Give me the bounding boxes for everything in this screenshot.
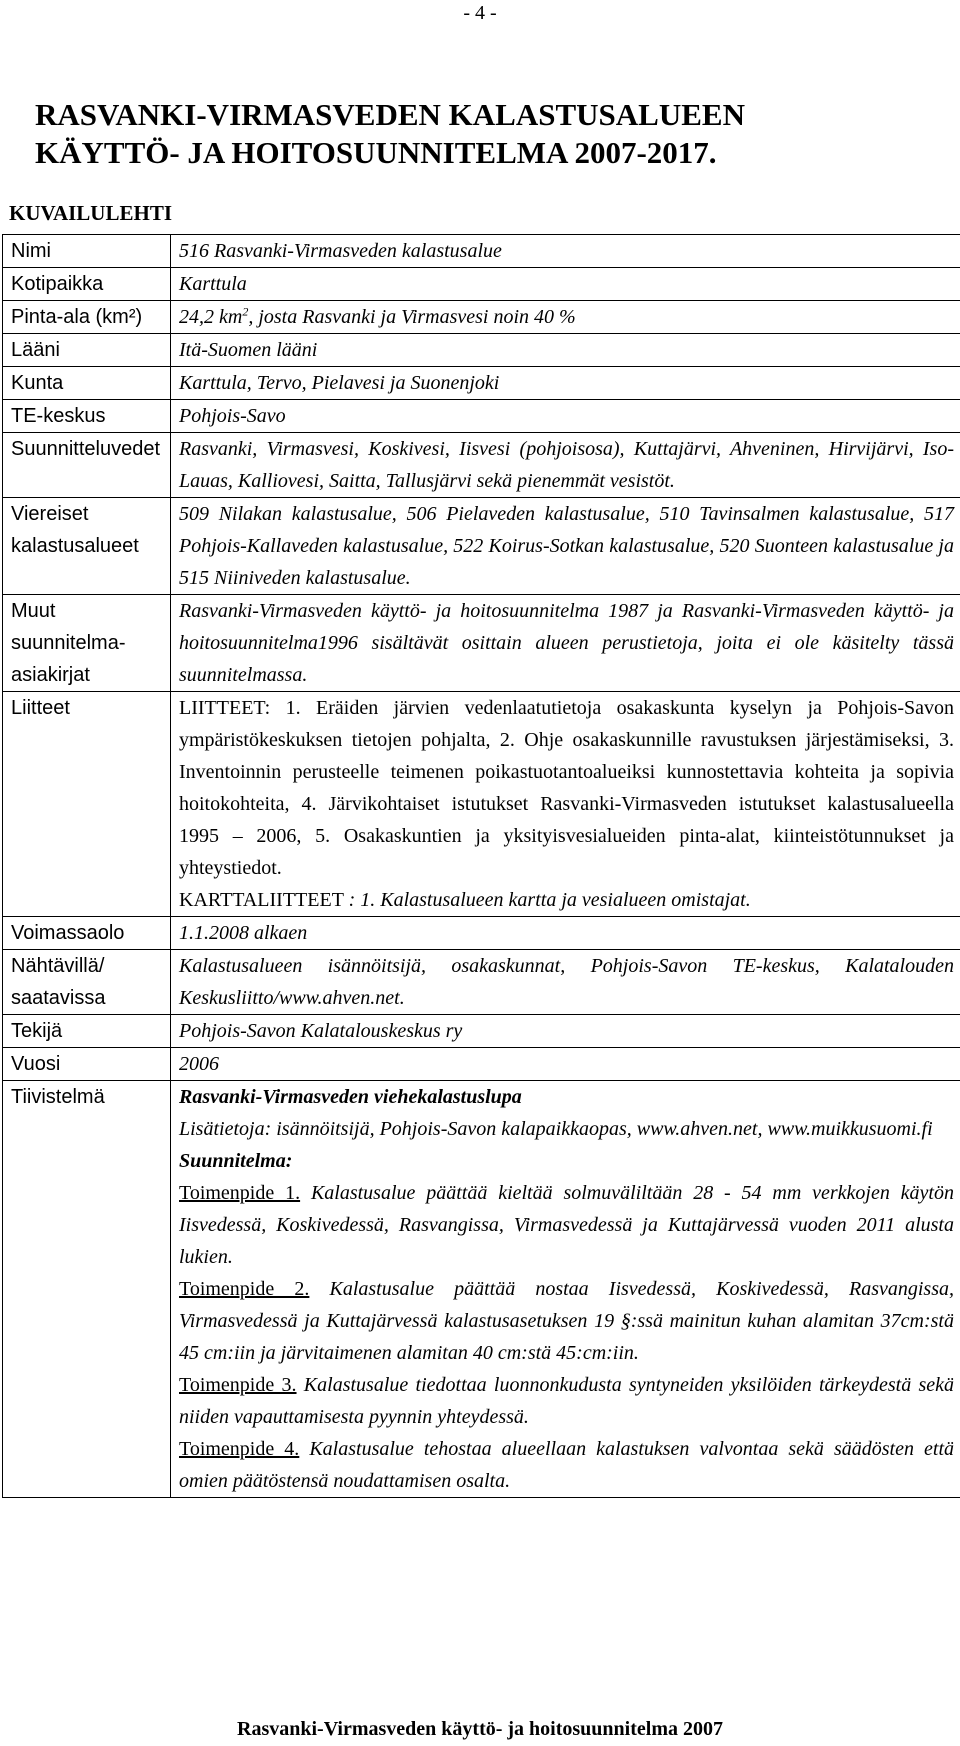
table-row bbox=[3, 595, 960, 692]
table-row bbox=[3, 433, 960, 498]
row-label: Muut suunnitelma-asiakirjat bbox=[3, 595, 171, 692]
table-row bbox=[3, 917, 960, 950]
row-value bbox=[171, 1081, 960, 1498]
attachments-text: 1. Eräiden järvien vedenlaatutietoja osakaskunta kyselyn ja Pohjois-Savon ympäristökeskuksen tietojen pohjalta, 2. Ohje osakaskunnille ravustuksen järjestämiseksi, 3. Inventoinnin perusteelle teimenen poikastuotantoalueiksi kunnostettavia kohteita ja sopivia hoitokohteita, 4. Järvikohtaiset istutukset Rasvanki-Virmasveden istutukset kalastusalueella 1995 – 2006, 5. Osakaskuntien ja yksityisvesialueiden pinta-alat, kiinteistötunnukset ja yhteystiedot. bbox=[179, 697, 954, 879]
area-value: 24,2 km bbox=[179, 306, 243, 328]
row-label: Lääni bbox=[3, 334, 171, 367]
row-value: 516 Rasvanki-Virmasveden kalastusalue bbox=[171, 235, 960, 268]
row-value bbox=[171, 301, 960, 334]
row-label: Viereiset kalastusalueet bbox=[3, 498, 171, 595]
measure-name: Toimenpide 2. bbox=[179, 1278, 310, 1300]
attachments-list bbox=[179, 692, 954, 884]
table-row bbox=[3, 400, 960, 433]
measure-name: Toimenpide 3. bbox=[179, 1374, 297, 1396]
row-label: Nähtävillä/ saatavissa bbox=[3, 950, 171, 1015]
measure-text: Kalastusalue päättää nostaa Iisvedessä, Koskivedessä, Rasvangissa, Virmasvedessä ja Kuttajärvessä kalastusasetuksen 19 §:ssä mainitun kuhan alamitan 37cm:stä 45 cm:iin ja järvitaimenen alamitan 40 cm:stä 45:cm:iin. bbox=[179, 1278, 954, 1364]
row-label: Liitteet bbox=[3, 692, 171, 917]
page-title bbox=[35, 96, 745, 172]
row-value: 2006 bbox=[171, 1048, 960, 1081]
row-value: Pohjois-Savon Kalatalouskeskus ry bbox=[171, 1015, 960, 1048]
row-value: Karttula, Tervo, Pielavesi ja Suonenjoki bbox=[171, 367, 960, 400]
table-row bbox=[3, 950, 960, 1015]
row-value: Rasvanki, Virmasvesi, Koskivesi, Iisvesi (pohjoisosa), Kuttajärvi, Ahveninen, Hirvijärvi, Iso-Lauas, Kalliovesi, Saitta, Tallusjärvi sekä pienemmät vesistöt. bbox=[171, 433, 960, 498]
row-label: Voimassaolo bbox=[3, 917, 171, 950]
summary-heading: Rasvanki-Virmasveden viehekalastuslupa bbox=[179, 1086, 522, 1108]
row-value: Kalastusalueen isännöitsijä, osakaskunnat, Pohjois-Savon TE-keskus, Kalatalouden Keskusliitto/www.ahven.net. bbox=[171, 950, 960, 1015]
title-line-2: KÄYTTÖ- JA HOITOSUUNNITELMA 2007-2017. bbox=[35, 135, 717, 170]
attachments-prefix: LIITTEET: bbox=[179, 697, 286, 719]
page-number: - 4 - bbox=[463, 2, 497, 24]
table-row bbox=[3, 367, 960, 400]
map-attachments-prefix: KARTTALIITTEET bbox=[179, 889, 349, 911]
map-attachments-text: : 1. Kalastusalueen kartta ja vesialueen omistajat. bbox=[348, 889, 751, 911]
table-row bbox=[3, 1015, 960, 1048]
row-label: Vuosi bbox=[3, 1048, 171, 1081]
measure-item bbox=[179, 1433, 954, 1497]
measure-item bbox=[179, 1273, 954, 1369]
measure-item bbox=[179, 1369, 954, 1433]
table-row bbox=[3, 1081, 960, 1498]
map-attachments bbox=[179, 884, 954, 916]
row-label: TE-keskus bbox=[3, 400, 171, 433]
plan-heading: Suunnitelma: bbox=[179, 1150, 293, 1172]
row-value: Itä-Suomen lääni bbox=[171, 334, 960, 367]
table-row bbox=[3, 498, 960, 595]
row-value: Rasvanki-Virmasveden käyttö- ja hoitosuunnitelma 1987 ja Rasvanki-Virmasveden käyttö- ja hoitosuunnitelma1996 sisältävät osittain alueen perustietoja, joita ei ole käsitelty tässä suunnitelmassa. bbox=[171, 595, 960, 692]
summary-info: Lisätietoja: isännöitsijä, Pohjois-Savon kalapaikkaopas, www.ahven.net, www.muikkusuomi.fi bbox=[179, 1118, 933, 1140]
section-heading: KUVAILULEHTI bbox=[9, 201, 172, 225]
row-value: Pohjois-Savo bbox=[171, 400, 960, 433]
table-row bbox=[3, 301, 960, 334]
row-value bbox=[171, 692, 960, 917]
row-label: Pinta-ala (km²) bbox=[3, 301, 171, 334]
table-row bbox=[3, 268, 960, 301]
row-label: Suunnitteluvedet bbox=[3, 433, 171, 498]
area-superscript: 2 bbox=[242, 304, 249, 319]
title-line-1: RASVANKI-VIRMASVEDEN KALASTUSALUEEN bbox=[35, 97, 745, 132]
measure-name: Toimenpide 4. bbox=[179, 1438, 300, 1460]
measure-name: Toimenpide 1. bbox=[179, 1182, 301, 1204]
measure-text: Kalastusalue tiedottaa luonnonkudusta syntyneiden yksilöiden tärkeydestä sekä niiden vapauttamisesta pyynnin yhteydessä. bbox=[179, 1374, 955, 1428]
row-label: Tekijä bbox=[3, 1015, 171, 1048]
row-label: Nimi bbox=[3, 235, 171, 268]
table-row bbox=[3, 1048, 960, 1081]
measure-text: Kalastusalue tehostaa alueellaan kalastuksen valvontaa sekä säädösten että omien päätöstensä noudattamisen osalta. bbox=[179, 1438, 954, 1492]
area-note: , josta Rasvanki ja Virmasvesi noin 40 % bbox=[248, 306, 576, 328]
table-row bbox=[3, 692, 960, 917]
description-table bbox=[2, 234, 960, 1498]
row-value: 509 Nilakan kalastusalue, 506 Pielaveden kalastusalue, 510 Tavinsalmen kalastusalue, 517 Pohjois-Kallaveden kalastusalue, 522 Koirus-Sotkan kalastusalue, 520 Suonteen kalastusalue ja 515 Niiniveden kalastusalue. bbox=[171, 498, 960, 595]
table-row bbox=[3, 334, 960, 367]
row-value: Karttula bbox=[171, 268, 960, 301]
row-label: Kunta bbox=[3, 367, 171, 400]
table-row bbox=[3, 235, 960, 268]
row-label: Tiivistelmä bbox=[3, 1081, 171, 1498]
measure-item bbox=[179, 1177, 954, 1273]
row-value: 1.1.2008 alkaen bbox=[171, 917, 960, 950]
row-label: Kotipaikka bbox=[3, 268, 171, 301]
measure-text: Kalastusalue päättää kieltää solmuväliltään 28 - 54 mm verkkojen käytön Iisvedessä, Koskivedessä, Rasvangissa, Virmasvedessä ja Kuttajärvessä vuoden 2011 alusta lukien. bbox=[179, 1182, 954, 1268]
page-footer: Rasvanki-Virmasveden käyttö- ja hoitosuunnitelma 2007 bbox=[237, 1718, 723, 1740]
